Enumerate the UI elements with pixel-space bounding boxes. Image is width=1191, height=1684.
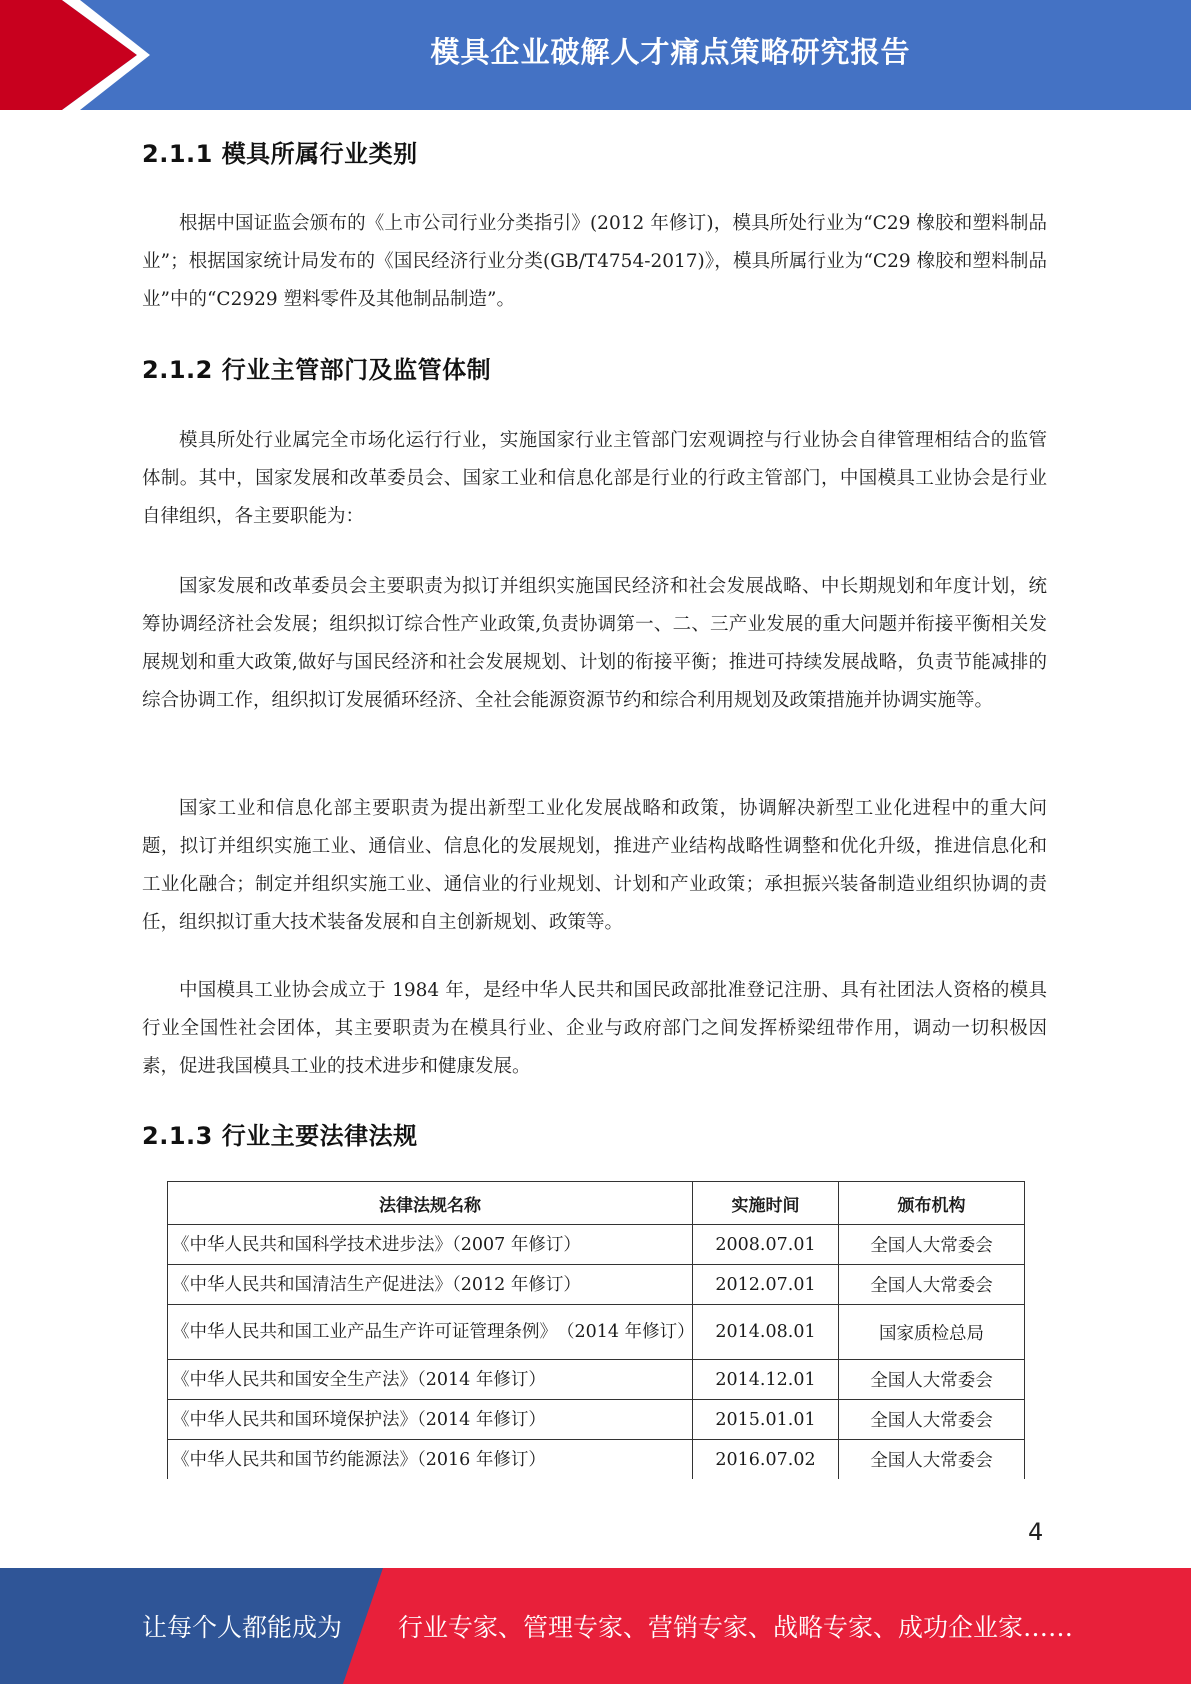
report-title: 模具企业破解人才痛点策略研究报告 xyxy=(430,34,911,69)
table-row xyxy=(168,1400,1025,1440)
paragraph: 中国模具工业协会成立于 1984 年，是经中华人民共和国民政部批准登记注册、具有社团法人资格的模具行业全国性社会团体，其主要职责为在模具行业、企业与政府部门之间发挥桥梁纽带作用，调动一切积极因素，促进我国模具工业的技术进步和健康发展。 xyxy=(142,980,1047,1077)
effective-date-cell: 2012.07.01 xyxy=(693,1265,839,1305)
effective-date-cell: 2016.07.02 xyxy=(693,1440,839,1480)
column-header-agency: 颁布机构 xyxy=(839,1182,1025,1225)
effective-date-cell: 2014.12.01 xyxy=(693,1360,839,1400)
effective-date-cell: 2015.01.01 xyxy=(693,1400,839,1440)
section-heading-2-1-1: 2.1.1 模具所属行业类别 xyxy=(142,140,418,168)
effective-date-cell: 2014.08.01 xyxy=(693,1305,839,1360)
law-name-cell: 《中华人民共和国节约能源法》（2016 年修订） xyxy=(168,1440,693,1480)
table-row xyxy=(168,1305,1025,1360)
page-footer xyxy=(0,1568,1191,1684)
laws-table-container xyxy=(167,1181,1024,1479)
table-header-row xyxy=(168,1182,1025,1225)
agency-cell: 全国人大常委会 xyxy=(839,1440,1025,1480)
law-name-cell: 《中华人民共和国工业产品生产许可证管理条例》 （2014 年修订） xyxy=(168,1305,693,1360)
table-row xyxy=(168,1360,1025,1400)
agency-cell: 全国人大常委会 xyxy=(839,1265,1025,1305)
paragraph: 国家工业和信息化部主要职责为提出新型工业化发展战略和政策，协调解决新型工业化进程中的重大问题，拟订并组织实施工业、通信业、信息化的发展规划，推进产业结构战略性调整和优化升级，推进信息化和工业化融合；制定并组织实施工业、通信业的行业规划、计划和产业政策；承担振兴装备制造业组织协调的责任，组织拟订重大技术装备发展和自主创新规划、政策等。 xyxy=(142,798,1047,933)
effective-date-cell: 2008.07.01 xyxy=(693,1225,839,1265)
table-row xyxy=(168,1265,1025,1305)
section-heading-2-1-2: 2.1.2 行业主管部门及监管体制 xyxy=(142,356,492,384)
law-name-cell: 《中华人民共和国安全生产法》（2014 年修订） xyxy=(168,1360,693,1400)
section-heading-2-1-3: 2.1.3 行业主要法律法规 xyxy=(142,1122,418,1150)
table-row xyxy=(168,1440,1025,1480)
page-header xyxy=(0,0,1191,110)
table-row xyxy=(168,1225,1025,1265)
agency-cell: 全国人大常委会 xyxy=(839,1360,1025,1400)
law-name-cell: 《中华人民共和国科学技术进步法》（2007 年修订） xyxy=(168,1225,693,1265)
law-name-cell: 《中华人民共和国环境保护法》（2014 年修订） xyxy=(168,1400,693,1440)
footer-slogan-left: 让每个人都能成为 xyxy=(142,1613,343,1642)
paragraph: 国家发展和改革委员会主要职责为拟订并组织实施国民经济和社会发展战略、中长期规划和年度计划，统筹协调经济社会发展；组织拟订综合性产业政策,负责协调第一、二、三产业发展的重大问题并衔接平衡相关发展规划和重大政策,做好与国民经济和社会发展规划、计划的衔接平衡；推进可持续发展战略，负责节能减排的综合协调工作，组织拟订发展循环经济、全社会能源资源节约和综合利用规划及政策措施并协调实施等。 xyxy=(142,576,1047,711)
agency-cell: 全国人大常委会 xyxy=(839,1400,1025,1440)
agency-cell: 国家质检总局 xyxy=(839,1305,1025,1360)
column-header-date: 实施时间 xyxy=(693,1182,839,1225)
column-header-name: 法律法规名称 xyxy=(168,1182,693,1225)
laws-table xyxy=(167,1181,1025,1479)
footer-slogan-right: 行业专家、管理专家、营销专家、战略专家、成功企业家…… xyxy=(398,1613,1074,1642)
agency-cell: 全国人大常委会 xyxy=(839,1225,1025,1265)
paragraph: 模具所处行业属完全市场化运行行业，实施国家行业主管部门宏观调控与行业协会自律管理相结合的监管体制。其中，国家发展和改革委员会、国家工业和信息化部是行业的行政主管部门，中国模具工业协会是行业自律组织，各主要职能为： xyxy=(142,430,1047,527)
paragraph: 根据中国证监会颁布的《上市公司行业分类指引》(2012 年修订)，模具所处行业为“C29 橡胶和塑料制品业”；根据国家统计局发布的《国民经济行业分类(GB/T4754-2017)》，模具所属行业为“C29 橡胶和塑料制品业”中的“C2929 塑料零件及其他制品制造”。 xyxy=(142,213,1047,310)
law-name-cell: 《中华人民共和国清洁生产促进法》（2012 年修订） xyxy=(168,1265,693,1305)
page-number: 4 xyxy=(1028,1518,1044,1546)
